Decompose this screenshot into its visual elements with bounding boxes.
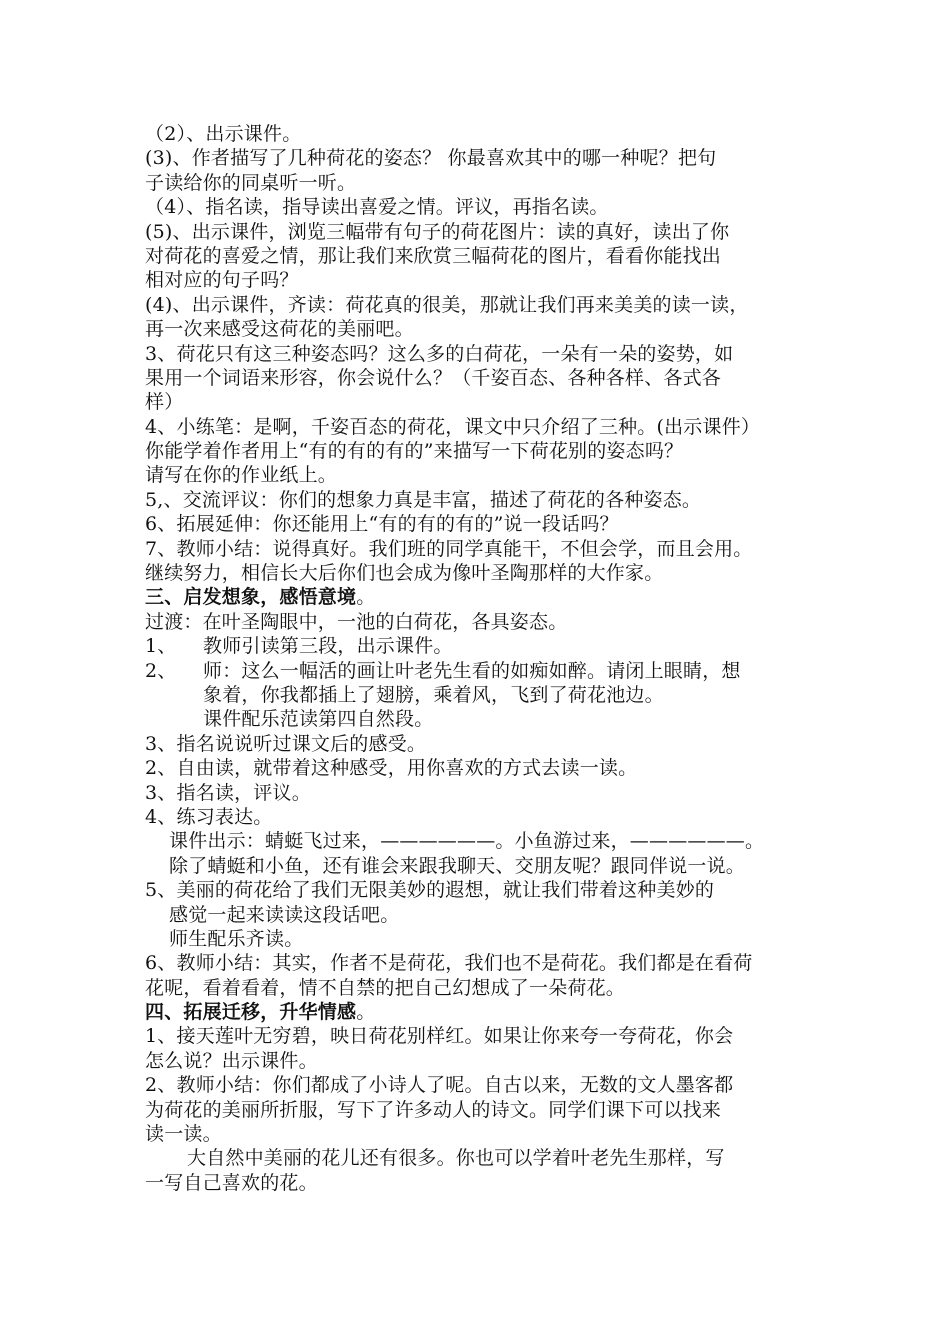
section-heading-3: [145, 585, 815, 609]
text-line: 再一次来感受这荷花的美丽吧。: [145, 318, 414, 341]
text-line: 一写自己喜欢的花。: [145, 1171, 318, 1194]
text-line: 3、荷花只有这三种姿态吗？这么多的白荷花，一朵有一朵的姿势，如: [145, 342, 734, 365]
text-line: 5、美丽的荷花给了我们无限美妙的遐想，就让我们带着这种美妙的: [145, 879, 715, 902]
text-line: 3、指名读，评议。: [145, 781, 311, 804]
text-line: (5)、出示课件，浏览三幅带有句子的荷花图片：读的真好，读出了你: [145, 220, 730, 243]
text-line: 读一读。: [145, 1123, 222, 1146]
text-line: 为荷花的美丽所折服，写下了许多动人的诗文。同学们课下可以找来: [145, 1098, 722, 1121]
text-line: 果用一个词语来形容，你会说什么？（千姿百态、各种各样、各式各: [145, 366, 722, 389]
text-line: 花呢，看着看着，情不自禁的把自己幻想成了一朵荷花。: [145, 976, 626, 999]
text-line: （2）、出示课件。: [145, 123, 302, 145]
item-number: 2、: [145, 659, 177, 682]
indented-line: 除了蜻蜓和小鱼，还有谁会来跟我聊天、交朋友呢？跟同伴说一说。: [169, 854, 746, 877]
text-line: （4）、指名读，指导读出喜爱之情。评议，再指名读。: [145, 196, 609, 219]
section-heading-3-text: 三、启发想象，感悟意境: [145, 586, 357, 609]
text-line: 7、教师小结：说得真好。我们班的同学真能干，不但会学，而且会用。: [145, 537, 753, 560]
text-line: 4、小练笔：是啊，千姿百态的荷花，课文中只介绍了三种。(出示课件）: [145, 415, 761, 438]
section-heading-4-text: 四、拓展迁移，升华情感: [145, 1001, 357, 1024]
text-line: 请写在你的作业纸上。: [145, 464, 338, 487]
text-line: 继续努力，相信长大后你们也会成为像叶圣陶那样的大作家。: [145, 562, 664, 585]
section-heading-4-punct: 。: [356, 1001, 376, 1024]
text-line: 4、练习表达。: [145, 805, 273, 828]
numbered-item: [145, 634, 815, 658]
section-heading-4: [145, 1000, 815, 1024]
item-text: 师：这么一幅活的画让叶老先生看的如痴如醉。请闭上眼睛，想: [203, 659, 741, 682]
text-line: 过渡：在叶圣陶眼中，一池的白荷花，各具姿态。: [145, 610, 568, 633]
text-line: 2、教师小结：你们都成了小诗人了呢。自古以来，无数的文人墨客都: [145, 1074, 734, 1097]
text-line: 怎么说？出示课件。: [145, 1049, 318, 1072]
item-number: 1、: [145, 635, 177, 658]
indented-line: 课件出示：蜻蜓飞过来，——————。小鱼游过来，——————。: [169, 830, 765, 853]
text-line: 你能学着作者用上“有的有的有的”来描写一下荷花别的姿态吗？: [145, 440, 684, 463]
indented-line: 大自然中美丽的花儿还有很多。你也可以学着叶老先生那样，写: [187, 1147, 725, 1170]
text-line: 6、教师小结：其实，作者不是荷花，我们也不是荷花。我们都是在看荷: [145, 952, 753, 975]
text-line: 5,、交流评议：你们的想象力真是丰富，描述了荷花的各种姿态。: [145, 488, 702, 511]
section-heading-3-punct: 。: [356, 586, 376, 609]
text-line: 子读给你的同桌听一听。: [145, 171, 357, 194]
text-line: 2、自由读，就带着这种感受，用你喜欢的方式去读一读。: [145, 757, 638, 780]
text-line: 对荷花的喜爱之情，那让我们来欣赏三幅荷花的图片，看看你能找出: [145, 244, 722, 267]
numbered-item: [145, 659, 815, 683]
text-line: 6、拓展延伸：你还能用上“有的有的有的”说一段话吗？: [145, 513, 619, 536]
text-line: 1、接天莲叶无穷碧，映日荷花别样红。如果让你来夸一夸荷花，你会: [145, 1025, 734, 1048]
document-page: [145, 122, 815, 1195]
item-text: 教师引读第三段，出示课件。: [203, 635, 453, 658]
text-line: 相对应的句子吗？: [145, 269, 299, 292]
text-line: (3)、作者描写了几种荷花的姿态？ 你最喜欢其中的哪一种呢？把句: [145, 147, 717, 170]
text-line: 样）: [145, 391, 184, 414]
indented-line: 师生配乐齐读。: [169, 927, 304, 950]
indented-line: 象着，你我都插上了翅膀，乘着风，飞到了荷花池边。: [203, 683, 664, 706]
indented-line: 感觉一起来读读这段话吧。: [169, 903, 400, 926]
text-line: 3、指名说说听过课文后的感受。: [145, 732, 427, 755]
indented-line: 课件配乐范读第四自然段。: [203, 708, 434, 731]
text-line: (4)、出示课件，齐读：荷花真的很美，那就让我们再来美美的读一读，: [145, 293, 749, 316]
